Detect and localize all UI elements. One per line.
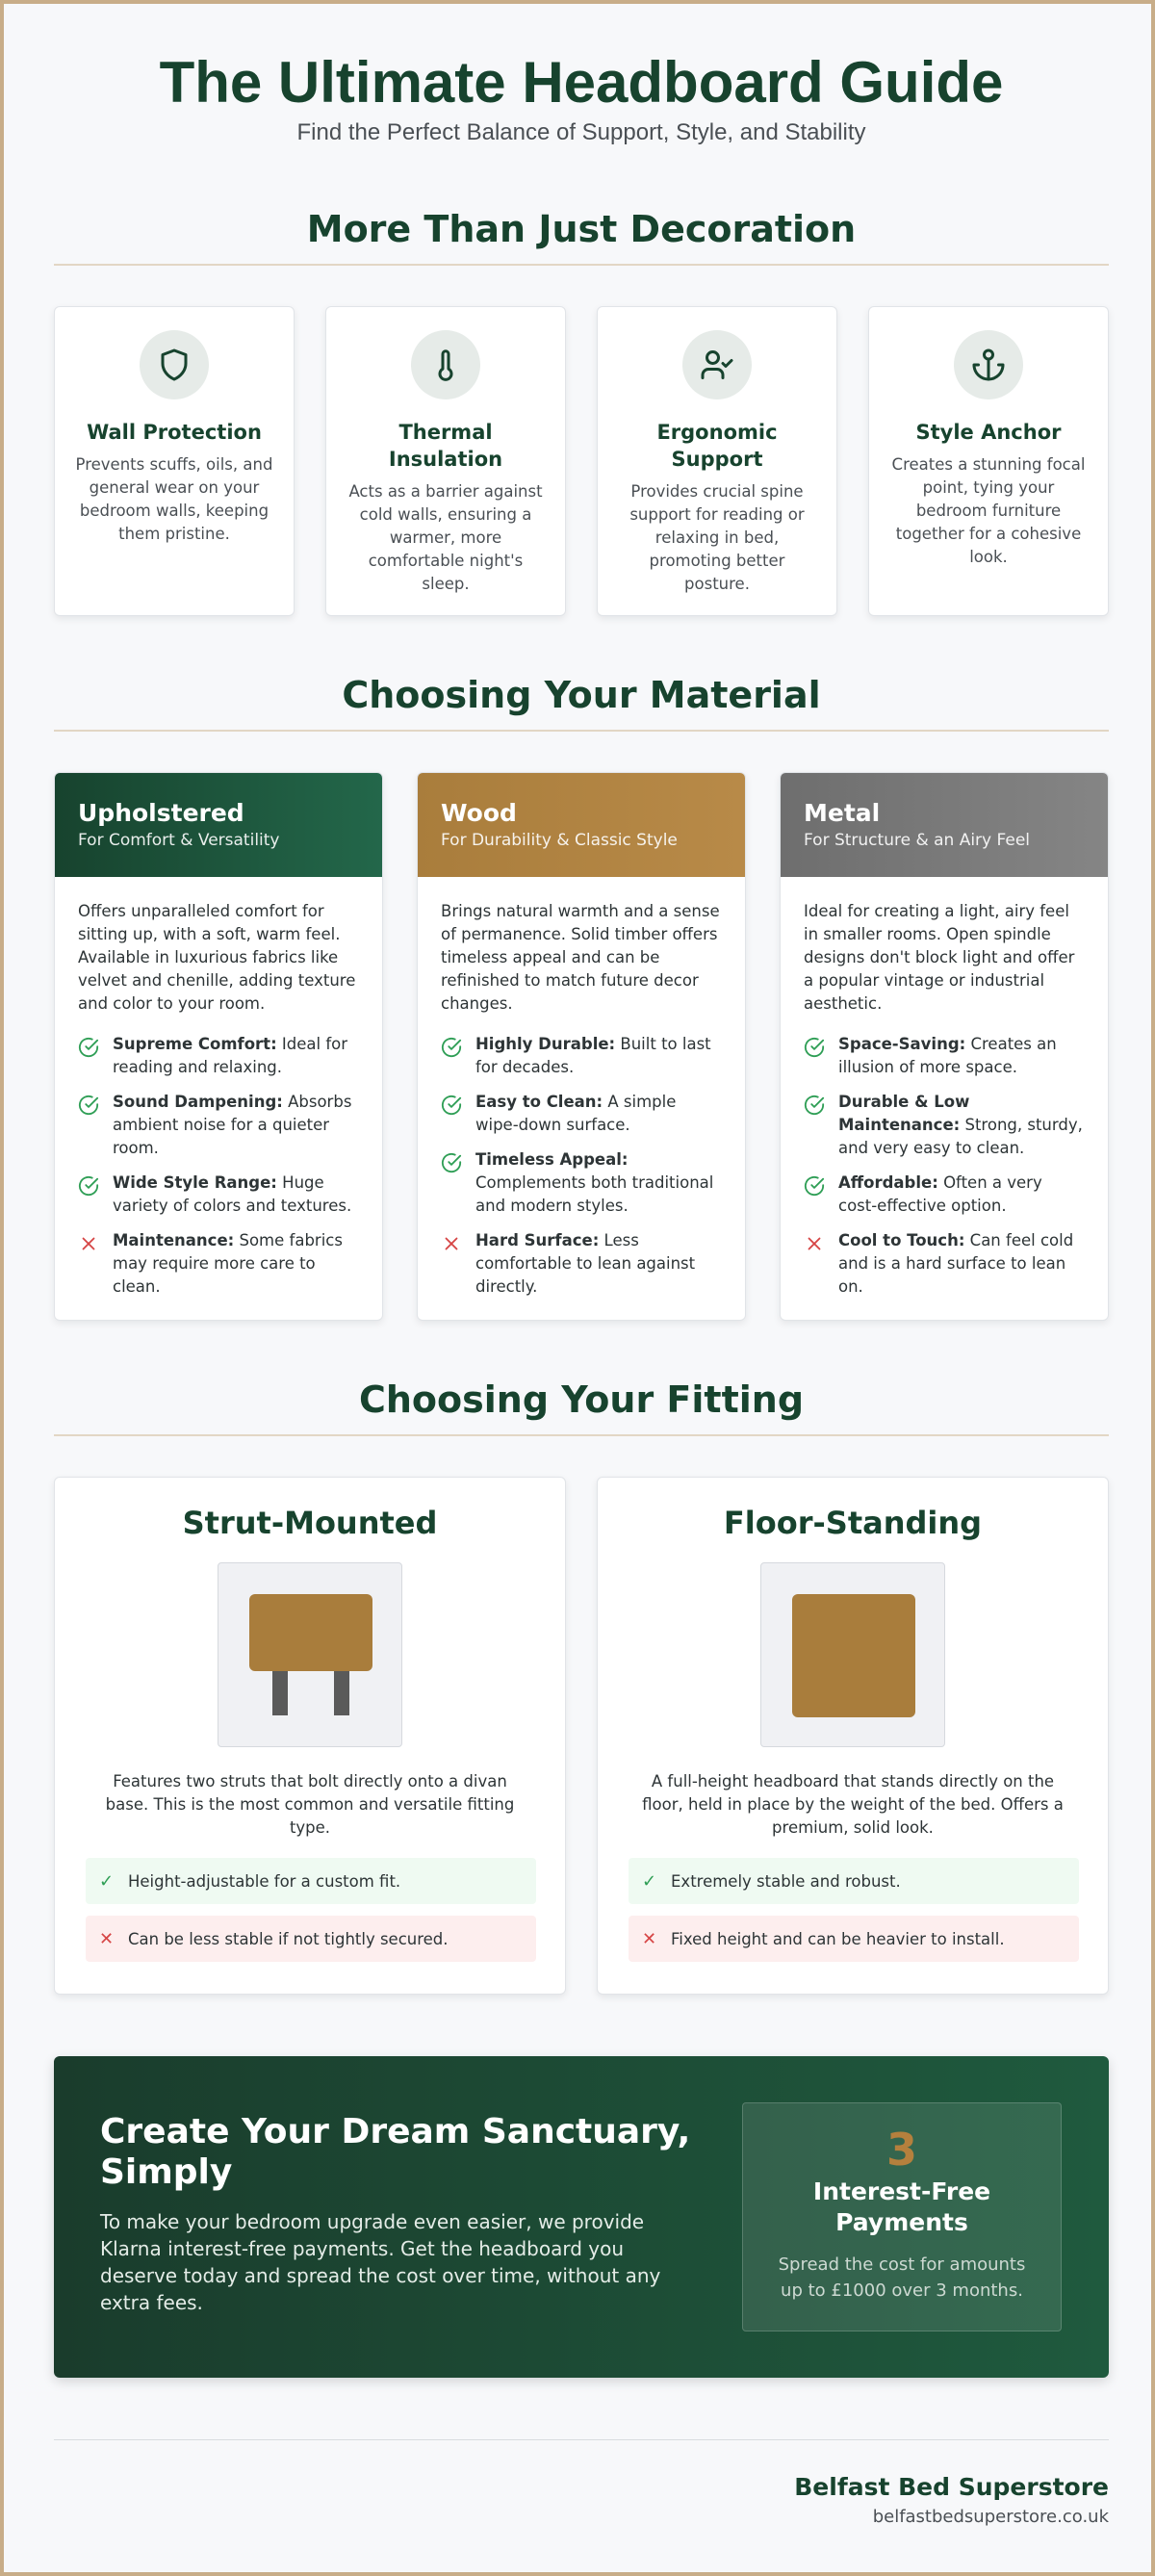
- promo-text: To make your bedroom upgrade even easier, we provide Klarna interest-free payments. Get the headboard you deserve today and spread the cost over time, without any extra fees.: [100, 2210, 661, 2314]
- material-card-header: [55, 773, 382, 877]
- material-tagline: For Durability & Classic Style: [441, 831, 678, 850]
- x-icon: [78, 1229, 113, 1299]
- material-pro-point: [804, 1033, 1085, 1079]
- material-description: Brings natural warmth and a sense of permanence. Solid timber offers timeless appeal and can be refinished to match future decor changes.: [441, 902, 720, 1013]
- section-divider: [54, 1434, 1109, 1436]
- x-icon: ✕: [99, 1928, 115, 1949]
- point-text: Absorbs ambient noise for a quieter room.: [113, 1093, 352, 1157]
- check-circle-icon: [441, 1091, 475, 1137]
- point-label: Supreme Comfort:: [113, 1035, 277, 1053]
- fitting-description: Features two struts that bolt directly onto a divan base. This is the most common and versatile fitting type.: [105, 1772, 515, 1837]
- material-description: Ideal for creating a light, airy feel in smaller rooms. Open spindle designs don't block light and offer a popular vintage or industrial aesthetic.: [804, 902, 1075, 1013]
- promo-number: 3: [886, 2124, 917, 2176]
- check-circle-icon: [804, 1091, 838, 1160]
- material-card-header: [418, 773, 745, 877]
- point-text: Can feel cold and is a hard surface to lean on.: [838, 1231, 1074, 1296]
- point-label: Sound Dampening:: [113, 1093, 283, 1111]
- material-con-point: [78, 1229, 359, 1299]
- check-circle-icon: [804, 1033, 838, 1079]
- check-circle-icon: [804, 1172, 838, 1218]
- point-label: Space-Saving:: [838, 1035, 966, 1053]
- point-label: Durable & Low Maintenance:: [838, 1093, 970, 1134]
- point-text: Strong, sturdy, and very easy to clean.: [838, 1116, 1083, 1157]
- point-text: Huge variety of colors and textures.: [113, 1173, 352, 1215]
- benefit-card-style-anchor: [868, 306, 1109, 616]
- shield-icon: [140, 330, 209, 399]
- material-pro-point: [804, 1172, 1085, 1218]
- page-subtitle: Find the Perfect Balance of Support, Style, and Stability: [296, 119, 866, 145]
- point-label: Affordable:: [838, 1173, 938, 1192]
- point-label: Hard Surface:: [475, 1231, 600, 1249]
- materials-section-title: Choosing Your Material: [342, 674, 821, 716]
- point-label: Cool to Touch:: [838, 1231, 965, 1249]
- point-label: Wide Style Range:: [113, 1173, 277, 1192]
- material-con-point: [441, 1229, 722, 1299]
- material-card-header: [781, 773, 1108, 877]
- interest-free-box: [742, 2102, 1062, 2331]
- point-text: Often a very cost-effective option.: [838, 1173, 1042, 1215]
- check-circle-icon: [78, 1091, 113, 1160]
- material-pro-point: [441, 1148, 722, 1218]
- benefit-card-thermal-insulation: [325, 306, 566, 616]
- point-label: Easy to Clean:: [475, 1093, 603, 1111]
- fitting-pro-text: Height-adjustable for a custom fit.: [128, 1871, 401, 1891]
- promo-title: Create Your Dream Sanctuary, Simply: [100, 2112, 691, 2192]
- point-text: Some fabrics may require more care to clean.: [113, 1231, 343, 1296]
- benefit-title: Wall Protection: [87, 421, 262, 444]
- check-circle-icon: [78, 1172, 113, 1218]
- fitting-con: [86, 1916, 536, 1962]
- fitting-description: A full-height headboard that stands directly on the floor, held in place by the weight of the bed. Offers a premium, solid look.: [642, 1772, 1064, 1837]
- benefit-title: Style Anchor: [915, 421, 1062, 444]
- x-icon: [804, 1229, 838, 1299]
- material-pro-point: [804, 1091, 1085, 1160]
- fitting-name: Floor-Standing: [723, 1505, 983, 1541]
- benefit-title: Ergonomic Support: [656, 421, 778, 471]
- section-divider: [54, 264, 1109, 266]
- strut-headboard-illustration: [218, 1562, 402, 1747]
- fittings-section-title: Choosing Your Fitting: [358, 1378, 805, 1421]
- point-text: Creates an illusion of more space.: [838, 1035, 1057, 1076]
- check-icon: ✓: [642, 1870, 657, 1892]
- check-circle-icon: [441, 1033, 475, 1079]
- material-description: Offers unparalleled comfort for sitting up, with a soft, warm feel. Available in luxurious fabrics like velvet and chenille, adding texture and color to your room.: [78, 902, 356, 1013]
- benefit-text: Prevents scuffs, oils, and general wear on your bedroom walls, keeping them pristine.: [75, 455, 273, 543]
- footer-divider: [54, 2439, 1109, 2440]
- fitting-con: [629, 1916, 1079, 1962]
- benefit-text: Creates a stunning focal point, tying your bedroom furniture together for a cohesive look.: [891, 455, 1086, 566]
- promo-box-title: Interest-Free Payments: [812, 2177, 991, 2236]
- point-label: Maintenance:: [113, 1231, 235, 1249]
- x-icon: ✕: [642, 1928, 657, 1949]
- fitting-card-strut-mounted: [54, 1477, 566, 1995]
- benefit-text: Acts as a barrier against cold walls, ensuring a warmer, more comfortable night's sleep.: [348, 482, 543, 593]
- material-pro-point: [78, 1172, 359, 1218]
- point-text: A simple wipe-down surface.: [475, 1093, 677, 1134]
- user-check-icon: [682, 330, 752, 399]
- page-title: The Ultimate Headboard Guide: [159, 50, 1004, 115]
- point-text: Built to last for decades.: [475, 1035, 711, 1076]
- benefits-section-title: More Than Just Decoration: [306, 208, 857, 250]
- section-divider: [54, 730, 1109, 732]
- fitting-pro: [629, 1858, 1079, 1904]
- material-tagline: For Structure & an Airy Feel: [804, 831, 1031, 850]
- material-name: Metal: [804, 799, 881, 827]
- fitting-con-text: Fixed height and can be heavier to install.: [671, 1929, 1005, 1948]
- point-text: Ideal for reading and relaxing.: [113, 1035, 348, 1076]
- point-label: Highly Durable:: [475, 1035, 616, 1053]
- klarna-promo-banner: [54, 2056, 1109, 2378]
- benefit-card-wall-protection: [54, 306, 295, 616]
- check-circle-icon: [441, 1148, 475, 1218]
- material-pro-point: [78, 1091, 359, 1160]
- material-tagline: For Comfort & Versatility: [78, 831, 280, 850]
- material-pro-point: [441, 1033, 722, 1079]
- material-card-wood: [417, 772, 746, 1321]
- fitting-con-text: Can be less stable if not tightly secured.: [128, 1929, 449, 1948]
- material-con-point: [804, 1229, 1085, 1299]
- benefit-text: Provides crucial spine support for reading or relaxing in bed, promoting better posture.: [629, 482, 805, 593]
- benefit-card-ergonomic-support: [597, 306, 837, 616]
- check-icon: ✓: [99, 1870, 115, 1892]
- material-card-metal: [780, 772, 1109, 1321]
- benefit-title: Thermal Insulation: [388, 421, 503, 471]
- material-name: Wood: [441, 799, 517, 827]
- footer-store-name: Belfast Bed Superstore: [794, 2473, 1109, 2501]
- check-circle-icon: [78, 1033, 113, 1079]
- material-pro-point: [441, 1091, 722, 1137]
- point-label: Timeless Appeal:: [475, 1150, 629, 1169]
- material-card-upholstered: [54, 772, 383, 1321]
- fitting-pro-text: Extremely stable and robust.: [671, 1871, 901, 1891]
- fitting-name: Strut-Mounted: [182, 1505, 438, 1541]
- material-pro-point: [78, 1033, 359, 1079]
- promo-box-text: Spread the cost for amounts up to £1000 over 3 months.: [778, 2254, 1026, 2301]
- floor-standing-headboard-illustration: [760, 1562, 945, 1747]
- x-icon: [441, 1229, 475, 1299]
- anchor-icon: [954, 330, 1023, 399]
- fitting-card-floor-standing: [597, 1477, 1109, 1995]
- point-text: Less comfortable to lean against directly.: [475, 1231, 696, 1296]
- footer-url-link[interactable]: belfastbedsuperstore.co.uk: [872, 2507, 1109, 2527]
- fitting-pro: [86, 1858, 536, 1904]
- point-text: Complements both traditional and modern styles.: [475, 1173, 714, 1215]
- material-name: Upholstered: [78, 799, 244, 827]
- thermometer-icon: [411, 330, 480, 399]
